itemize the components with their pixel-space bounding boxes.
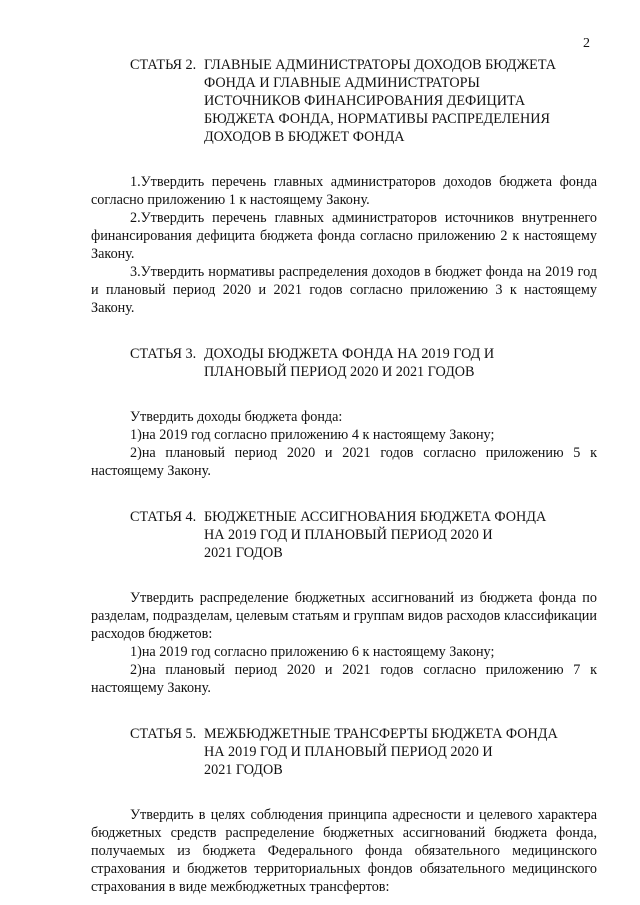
paragraph: Утвердить доходы бюджета фонда: [130, 409, 343, 425]
article-title [204, 56, 596, 146]
article-title-line: ДОХОДОВ В БЮДЖЕТ ФОНДА [204, 129, 405, 145]
paragraph: 1)на 2019 год согласно приложению 4 к настоящему Закону; [130, 427, 495, 443]
article-heading [130, 345, 596, 381]
article-title-line: ИСТОЧНИКОВ ФИНАНСИРОВАНИЯ ДЕФИЦИТА [204, 93, 526, 109]
article-title-line: НА 2019 ГОД И ПЛАНОВЫЙ ПЕРИОД 2020 И [204, 744, 493, 760]
paragraph: Утвердить распределение бюджетных ассигнований из бюджета фонда по разделам, подразделам, целевым статьям и группам видов расходов классификации расходов бюджетов: [91, 590, 597, 642]
article-heading [130, 725, 596, 779]
document-body [91, 56, 597, 896]
article-title-line: МЕЖБЮДЖЕТНЫЕ ТРАНСФЕРТЫ БЮДЖЕТА ФОНДА [204, 726, 558, 742]
paragraph: 2)на плановый период 2020 и 2021 годов согласно приложению 7 к настоящему Закону. [91, 662, 597, 696]
article-title [204, 725, 596, 779]
article-title [204, 345, 596, 381]
article-title-line: 2021 ГОДОВ [204, 545, 283, 561]
page-number: 2 [583, 36, 590, 51]
article-heading [130, 56, 596, 146]
article-number: СТАТЬЯ 3. [130, 346, 197, 362]
paragraph: 3.Утвердить нормативы распределения доходов в бюджет фонда на 2019 год и плановый период 2020 и 2021 годов согласно приложению 3 к настоящему Закону. [91, 264, 597, 316]
article-title [204, 508, 596, 562]
article-title-line: ДОХОДЫ БЮДЖЕТА ФОНДА НА 2019 ГОД И [204, 346, 495, 362]
paragraph: 2)на плановый период 2020 и 2021 годов согласно приложению 5 к настоящему Закону. [91, 445, 597, 479]
article-number: СТАТЬЯ 5. [130, 726, 197, 742]
article-title-line: ПЛАНОВЫЙ ПЕРИОД 2020 И 2021 ГОДОВ [204, 364, 475, 380]
article-title-line: ФОНДА И ГЛАВНЫЕ АДМИНИСТРАТОРЫ [204, 75, 480, 91]
article-title-line: 2021 ГОДОВ [204, 762, 283, 778]
article-number: СТАТЬЯ 4. [130, 509, 197, 525]
paragraph: 2.Утвердить перечень главных администраторов источников внутреннего финансирования дефицита бюджета фонда согласно приложению 2 к настоящему Закону. [91, 210, 597, 262]
article-title-line: ГЛАВНЫЕ АДМИНИСТРАТОРЫ ДОХОДОВ БЮДЖЕТА [204, 57, 557, 73]
article-heading [130, 508, 596, 562]
article-title-line: НА 2019 ГОД И ПЛАНОВЫЙ ПЕРИОД 2020 И [204, 527, 493, 543]
article-number: СТАТЬЯ 2. [130, 57, 197, 73]
paragraph: Утвердить в целях соблюдения принципа адресности и целевого характера бюджетных средств распределение бюджетных ассигнований бюджета фонда, получаемых из бюджета Федерального фонда обязательного медицинского страхования и бюджетов территориальных фондов обязательного медицинского страхования в виде межбюджетных трансфертов: [91, 807, 597, 895]
paragraph: 1.Утвердить перечень главных администраторов доходов бюджета фонда согласно приложению 1 к настоящему Закону. [91, 174, 597, 208]
paragraph: 1)на 2019 год согласно приложению 6 к настоящему Закону; [130, 644, 495, 660]
article-title-line: БЮДЖЕТНЫЕ АССИГНОВАНИЯ БЮДЖЕТА ФОНДА [204, 509, 547, 525]
article-title-line: БЮДЖЕТА ФОНДА, НОРМАТИВЫ РАСПРЕДЕЛЕНИЯ [204, 111, 550, 127]
